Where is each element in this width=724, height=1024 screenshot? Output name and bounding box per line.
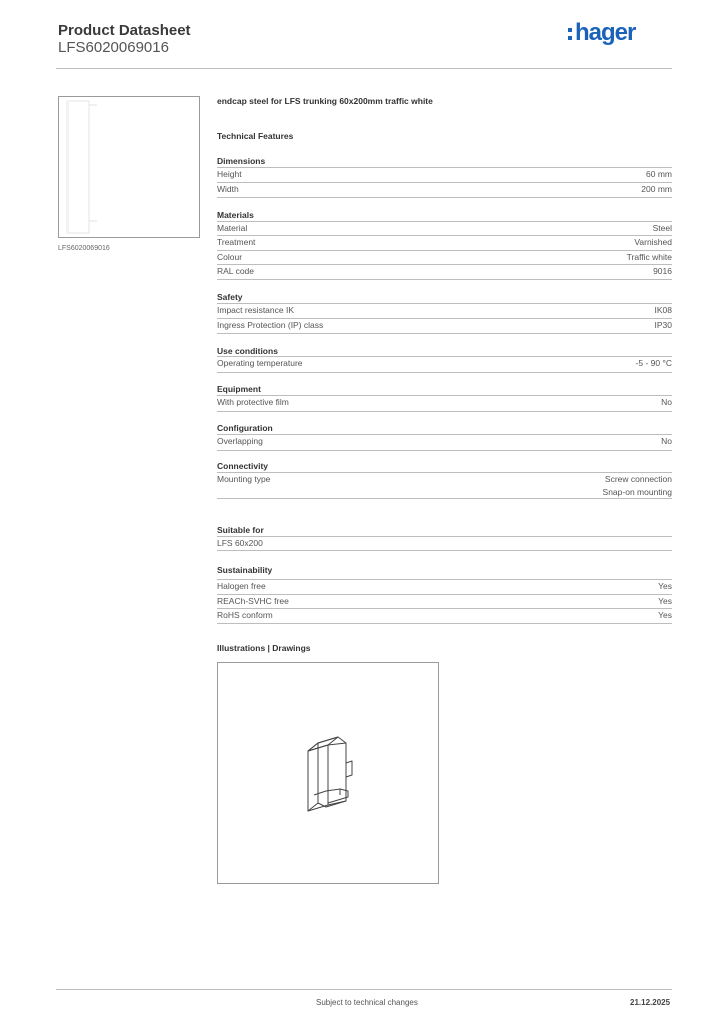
section-dimensions-heading: Dimensions bbox=[217, 156, 266, 166]
table-row: Overlapping No bbox=[217, 434, 672, 451]
table-row: Operating temperature -5 - 90 °C bbox=[217, 356, 672, 373]
table-row: Halogen free Yes bbox=[217, 579, 672, 594]
header-divider bbox=[56, 68, 672, 69]
section-equipment-heading: Equipment bbox=[217, 384, 261, 394]
table-row: Ingress Protection (IP) class IP30 bbox=[217, 318, 672, 334]
section-connectivity-heading: Connectivity bbox=[217, 461, 269, 471]
table-row: Treatment Varnished bbox=[217, 235, 672, 250]
technical-features-heading: Technical Features bbox=[217, 131, 294, 141]
product-image bbox=[58, 96, 200, 238]
hager-logo bbox=[566, 14, 658, 50]
section-configuration-heading: Configuration bbox=[217, 423, 273, 433]
endcap-drawing-icon bbox=[218, 663, 438, 883]
product-description: endcap steel for LFS trunking 60x200mm traffic white bbox=[217, 96, 433, 106]
table-row: LFS 60x200 bbox=[217, 536, 672, 551]
section-sustainability-heading: Sustainability bbox=[217, 565, 273, 575]
footer-note: Subject to technical changes bbox=[316, 998, 418, 1007]
product-code: LFS6020069016 bbox=[58, 39, 169, 56]
table-row: RAL code 9016 bbox=[217, 264, 672, 280]
footer-divider bbox=[56, 989, 672, 990]
table-row: With protective film No bbox=[217, 395, 672, 412]
table-row: Width 200 mm bbox=[217, 182, 672, 198]
table-row: Height 60 mm bbox=[217, 167, 672, 182]
table-row: Mounting type Screw connection Snap-on mounting bbox=[217, 474, 672, 497]
product-image-caption: LFS6020069016 bbox=[58, 245, 110, 252]
footer-date: 21.12.2025 bbox=[630, 998, 671, 1007]
illustrations-heading: Illustrations | Drawings bbox=[217, 643, 311, 653]
section-safety-heading: Safety bbox=[217, 292, 243, 302]
technical-drawing bbox=[217, 662, 439, 884]
logo-text: hager bbox=[575, 19, 636, 46]
endcap-thumbnail-icon bbox=[59, 97, 199, 237]
table-row: Material Steel bbox=[217, 223, 672, 233]
table-row: Impact resistance IK IK08 bbox=[217, 303, 672, 318]
table-row: Colour Traffic white bbox=[217, 252, 672, 262]
table-row: REACh-SVHC free Yes bbox=[217, 596, 672, 606]
page-title: Product Datasheet bbox=[58, 22, 191, 39]
section-suitable-for-heading: Suitable for bbox=[217, 525, 264, 535]
section-materials-heading: Materials bbox=[217, 210, 254, 220]
section-use-conditions-heading: Use conditions bbox=[217, 346, 278, 356]
table-row: RoHS conform Yes bbox=[217, 608, 672, 624]
